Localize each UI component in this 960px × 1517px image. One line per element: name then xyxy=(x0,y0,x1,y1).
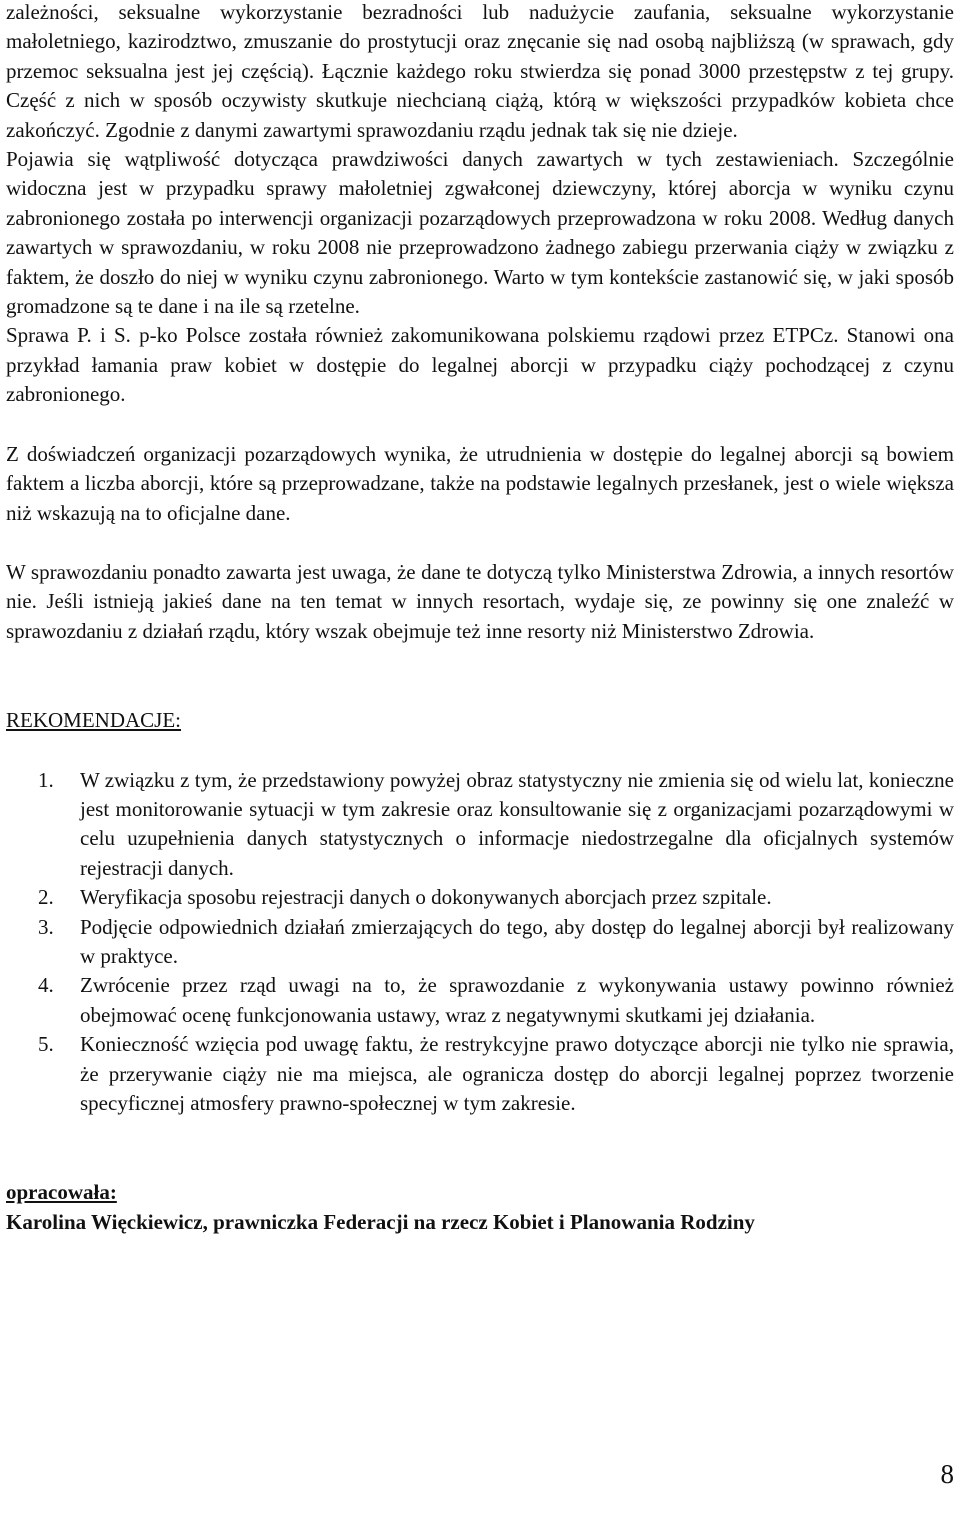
list-item xyxy=(6,913,954,972)
recommendations-heading: REKOMENDACJE: xyxy=(6,708,182,733)
spacer xyxy=(6,1118,954,1148)
author-name: Karolina Więckiewicz, prawniczka Federacji na rzecz Kobiet i Planowania Rodziny xyxy=(6,1209,755,1234)
paragraph-4: Z doświadczeń organizacji pozarządowych wynika, że utrudnienia w dostępie do legalnej aborcji są bowiem faktem a liczba aborcji, które są przeprowadzane, także na podstawie legalnych przesłanek, jest o wiele większa niż wskazują na to oficjalne dane. xyxy=(6,441,954,525)
spacer xyxy=(6,1148,954,1178)
author-label: opracowała: xyxy=(6,1180,117,1205)
list-item-number: 5. xyxy=(38,1032,54,1057)
paragraph-3: Sprawa P. i S. p-ko Polsce została również zakomunikowana polskiemu rządowi przez ETPCz. Stanowi ona przykład łamania praw kobiet w dostępie do legalnej aborcji w przypadku ciąży pochodzącej z czynu zabronionego. xyxy=(6,323,954,407)
list-item-number: 2. xyxy=(38,885,54,910)
paragraph-2: Pojawia się wątpliwość dotycząca prawdziwości danych zawartych w tych zestawieniach. Szczególnie widoczna jest w przypadku sprawy małoletniej zgwałconej dziewczyny, której aborcja w wyniku czynu zabronionego została po interwencji organizacji pozarządowych przeprowadzona w roku 2008. Według danych zawartych w sprawozdaniu, w roku 2008 nie przeprowadzono żadnego zabiegu przerwania ciąży w związku z faktem, że doszło do niej w wyniku czynu zabronionego. Warto w tym kontekście zastanowić się, w jaki sposób gromadzone są te dane i na ile są rzetelne. xyxy=(6,147,954,319)
spacer xyxy=(6,736,954,766)
list-item xyxy=(6,883,954,912)
list-item xyxy=(6,1030,954,1118)
paragraph-1: zależności, seksualne wykorzystanie bezradności lub nadużycie zaufania, seksualne wykorzystanie małoletniego, kazirodztwo, zmuszanie do prostytucji oraz znęcanie się nad osobą najbliższą (w sprawach, gdy przemoc seksualna jest jej częścią). Łącznie każdego roku stwierdza się ponad 3000 przestępstw z tej grupy. Część z nich w sposób oczywisty skutkuje niechcianą ciążą, którą w większości przypadków kobieta chce zakończyć. Zgodnie z danymi zawartymi sprawozdaniu rządu jednak tak się nie dzieje. xyxy=(6,0,954,142)
list-item-number: 1. xyxy=(38,767,54,792)
list-item-text: Zwrócenie przez rząd uwagi na to, że sprawozdanie z wykonywania ustawy powinno również obejmować ocenę funkcjonowania ustawy, wraz z negatywnymi skutkami jej działania. xyxy=(80,973,954,1027)
list-item xyxy=(6,971,954,1030)
recommendations-list xyxy=(6,766,954,1119)
list-item-text: Weryfikacja sposobu rejestracji danych o dokonywanych aborcjach przez szpitale. xyxy=(80,885,772,910)
list-item-number: 4. xyxy=(38,973,54,998)
spacer xyxy=(6,676,954,706)
spacer xyxy=(6,528,954,558)
spacer xyxy=(6,646,954,676)
document-page xyxy=(6,0,954,1237)
list-item xyxy=(6,766,954,884)
list-item-text: Podjęcie odpowiednich działań zmierzających do tego, aby dostęp do legalnej aborcji był realizowany w praktyce. xyxy=(80,914,954,968)
list-item-text: W związku z tym, że przedstawiony powyżej obraz statystyczny nie zmienia się od wielu lat, konieczne jest monitorowanie sytuacji w tym zakresie oraz konsultowanie się z organizacjami pozarządowymi w celu uzupełnienia danych statystycznych o informacje niedostrzegalne dla oficjalnych systemów rejestracji danych. xyxy=(80,767,954,880)
spacer xyxy=(6,410,954,440)
list-item-text: Konieczność wzięcia pod uwagę faktu, że restrykcyjne prawo dotyczące aborcji nie tylko nie sprawia, że przerywanie ciąży nie ma miejsca, ale ogranicza dostęp do aborcji legalnej poprzez tworzenie specyficznej atmosfery prawno-społecznej w tym zakresie. xyxy=(80,1032,954,1115)
page-number: 8 xyxy=(940,1459,954,1489)
paragraph-5: W sprawozdaniu ponadto zawarta jest uwaga, że dane te dotyczą tylko Ministerstwa Zdrowia, a innych resortów nie. Jeśli istnieją jakieś dane na ten temat w innych resortach, wydaje się, ze powinny się one znaleźć w sprawozdaniu z działań rządu, który wszak obejmuje też inne resorty niż Ministerstwo Zdrowia. xyxy=(6,559,954,643)
list-item-number: 3. xyxy=(38,914,54,939)
